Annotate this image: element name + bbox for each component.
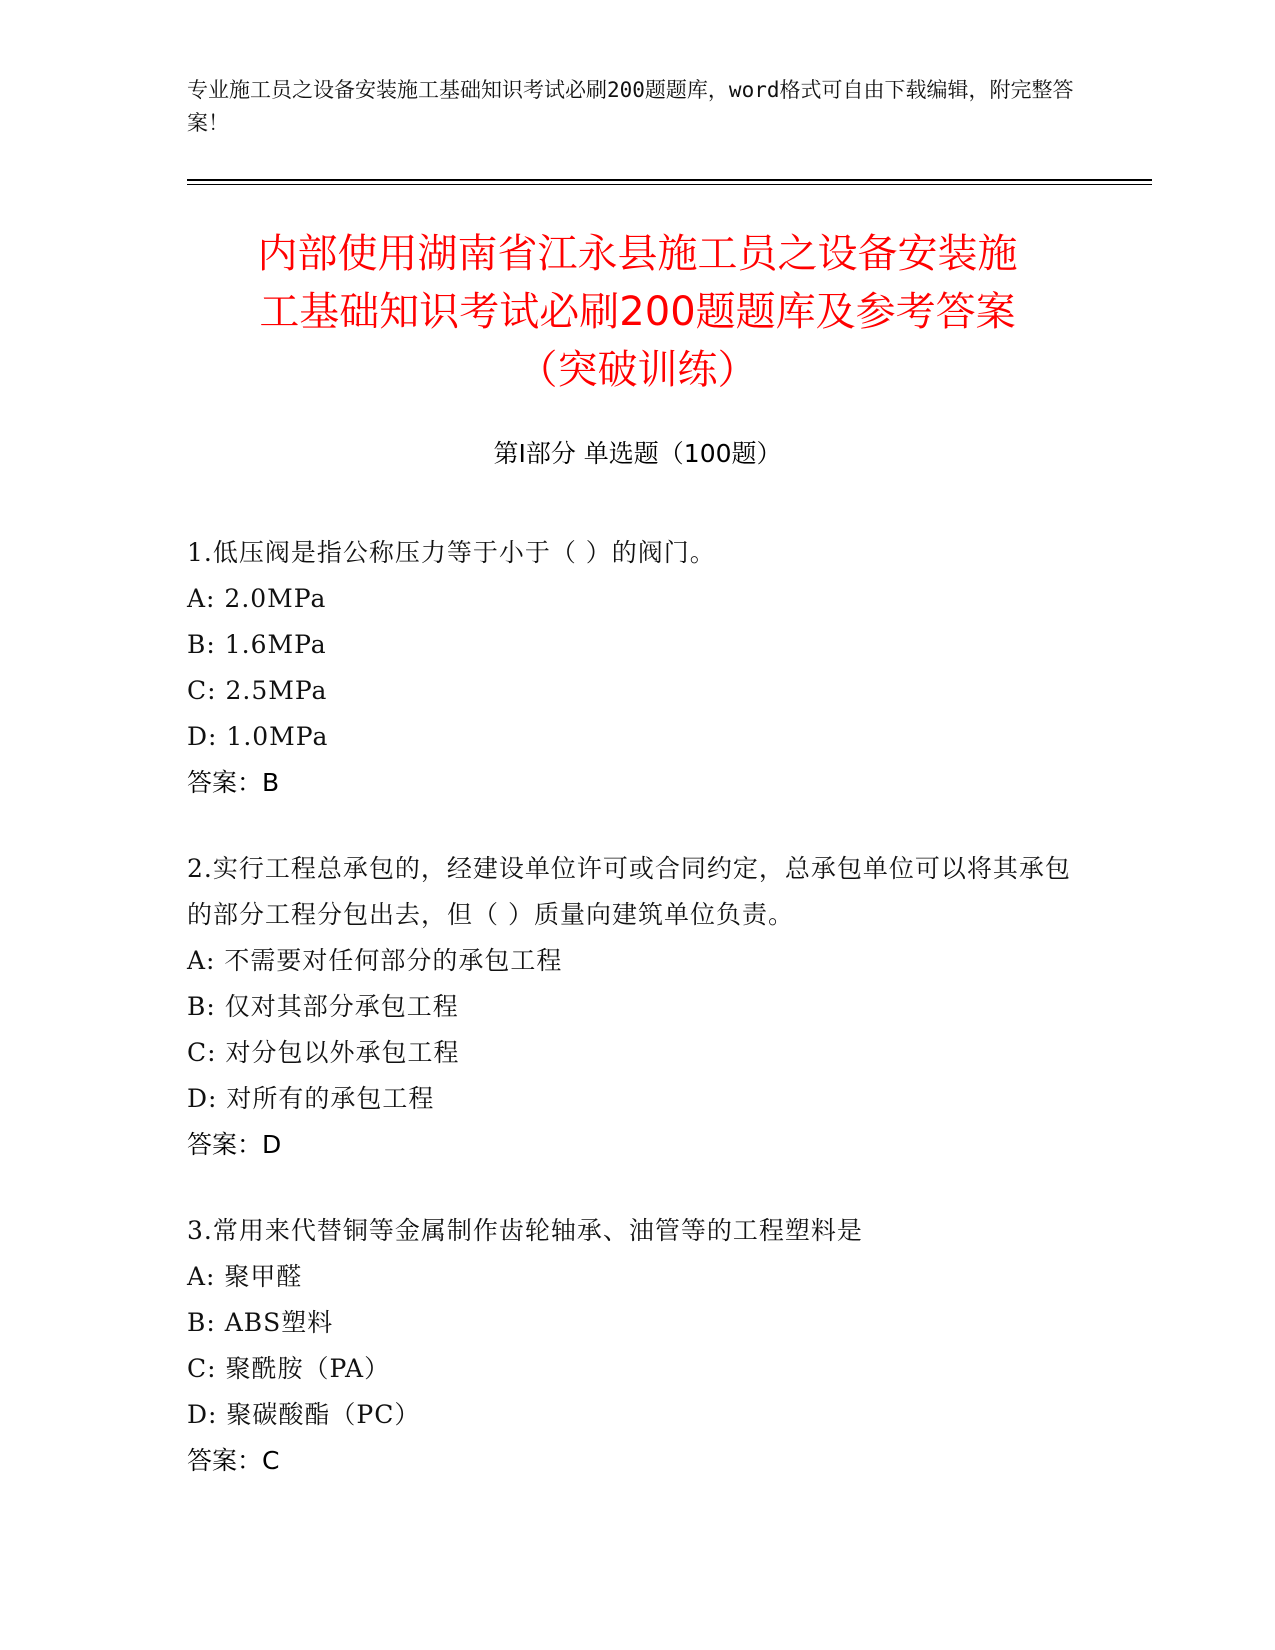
section-title: 第I部分 单选题（100题）: [493, 439, 782, 468]
option-a: A: 不需要对任何部分的承包工程: [187, 946, 563, 975]
option-a: A: 聚甲醛: [187, 1262, 303, 1291]
option-a: A: 2.0MPa: [187, 584, 327, 613]
question-3: [187, 1208, 1087, 1484]
question-list: [187, 530, 1087, 1524]
option-b: B: 1.6MPa: [187, 630, 327, 659]
question-text: 1.低压阀是指公称压力等于小于（ ）的阀门。: [187, 538, 716, 567]
header-note: 专业施工员之设备安装施工基础知识考试必刷200题题库，word格式可自由下载编辑，附完整答案！: [187, 78, 1074, 135]
header-rule-thick: [187, 179, 1152, 181]
answer: 答案：B: [187, 768, 280, 797]
question-text: 3.常用来代替铜等金属制作齿轮轴承、油管等的工程塑料是: [187, 1216, 863, 1245]
title-line-1: 内部使用湖南省江永县施工员之设备安装施: [257, 231, 1018, 277]
option-d: D: 1.0MPa: [187, 722, 329, 751]
title-line-3: （突破训练）: [517, 347, 758, 393]
answer: 答案：C: [187, 1446, 280, 1475]
header-rule-thin: [187, 184, 1152, 185]
title-line-2: 工基础知识考试必刷200题题库及参考答案: [259, 289, 1016, 335]
question-text: 2.实行工程总承包的，经建设单位许可或合同约定，总承包单位可以将其承包的部分工程分包出去，但（ ）质量向建筑单位负责。: [187, 854, 1071, 929]
answer: 答案：D: [187, 1130, 282, 1159]
option-b: B: 仅对其部分承包工程: [187, 992, 459, 1021]
option-c: C: 2.5MPa: [187, 676, 328, 705]
option-d: D: 对所有的承包工程: [187, 1084, 435, 1113]
option-b: B: ABS塑料: [187, 1308, 334, 1337]
option-c: C: 对分包以外承包工程: [187, 1038, 460, 1067]
option-d: D: 聚碳酸酯（PC）: [187, 1400, 421, 1429]
question-2: [187, 846, 1087, 1168]
document-title: [150, 225, 1125, 399]
question-1: [187, 530, 1087, 806]
option-c: C: 聚酰胺（PA）: [187, 1354, 391, 1383]
